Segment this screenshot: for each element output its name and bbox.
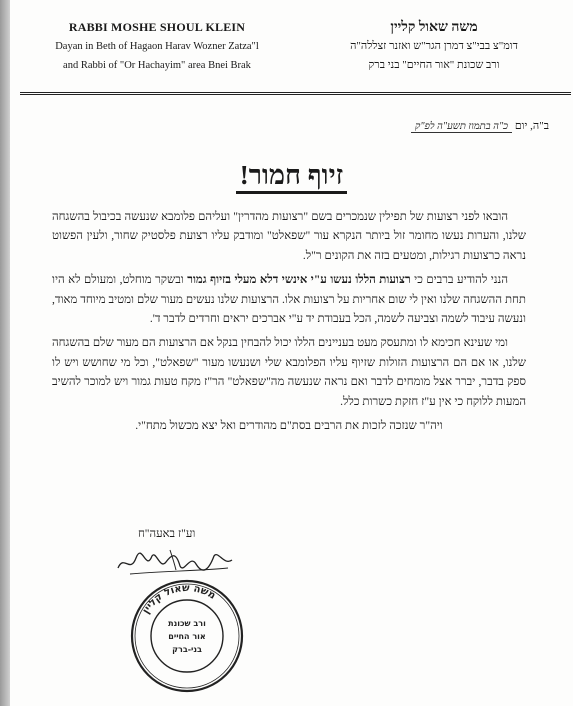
english-title-line-2: and Rabbi of "Or Hachayim" area Bnei Brak — [63, 60, 251, 71]
date-value: כ"ה בתמוז תשע"ה לפ"ק — [411, 121, 512, 133]
english-title-line-1: Dayan in Beth of Hagaon Harav Wozner Zatza"l — [55, 41, 259, 52]
date-line — [411, 120, 549, 132]
paragraph-1: הובאו לפני רצועות של תפילין שנמכרים בשם "רצועות מהדרין" ועליהם פלומבא שנעשה בכיבול בהשגחה שלנו, והערות נעשו מחומר זול ביותר הנקרא עור "שפאלט" ומודבק עליו רצועת פלסטיק שחור, ולעין הפשוט נראה כרצועות רגילות, ומטעים בזה את הקונים ר"ל. — [52, 210, 526, 262]
rabbinical-stamp — [129, 578, 245, 694]
hebrew-title-line-2: ורב שכונת "אור החיים" בני ברק — [368, 59, 500, 71]
paragraph-2-intro: הנני להודיע ברבים כי — [414, 273, 508, 287]
hebrew-title-line-1: דומ"צ בבי"צ דמרן הגר"ש ואזנר זצללה"ה — [350, 40, 518, 52]
hebrew-rabbi-name: משה שאול קליין — [390, 20, 478, 35]
letterhead-divider — [20, 92, 571, 95]
closing-line: ויה"ר שנזכה לזכות את הרבים בסת"ם מהודרים ואל יצא מכשול מתח"י. — [135, 419, 443, 433]
svg-text:משה שאול קליין — [141, 583, 218, 616]
signature-scribble-icon — [110, 544, 240, 580]
paragraph-2 — [52, 270, 526, 328]
stamp-inner-line-2: אור החיים — [168, 632, 206, 641]
letter-page — [10, 0, 573, 706]
paragraph-3: ומי שעינא חכימא לו ומתעסק מעט בעניינים הללו יכול להבחין בנקל אם הרצועות הם מעור שלם בהשגחה שלנו, או אם הם הרצועות הזולות שזיוף עליו הפלומבא שלי ושנעשו מעור "שפאלט", וכל מי שחושש ויש לו ספק בדבר, יברר אצל מומחים לדבר ואם נראה שנעשה מה"שפאלט" הר"ז מקח טעות גמור ויש למוכר להשיב המעות ללוקח כי אין ע"ז חזקת כשרות כלל. — [52, 336, 526, 408]
letter-body — [52, 207, 526, 440]
scan-edge-shadow — [0, 0, 10, 706]
handwritten-signature — [110, 544, 240, 580]
stamp-inner-line-3: בני-ברק — [172, 645, 202, 654]
date-prefix: ב"ה, יום — [514, 120, 549, 132]
title-text: זיוף חמור! — [236, 160, 347, 194]
signature-intro: וע"ז באעה"ח — [138, 528, 196, 540]
letterhead — [22, 18, 569, 92]
english-rabbi-name: RABBI MOSHE SHOUL KLEIN — [68, 20, 246, 34]
letterhead-hebrew — [299, 18, 569, 75]
letterhead-english — [22, 18, 292, 75]
page-title — [10, 160, 573, 191]
paragraph-2-bold: רצועות הללו נעשו ע"י אינשי דלא מעלי בזיוף גמור — [187, 273, 411, 287]
stamp-inner-line-1: ורב שכונת — [168, 619, 206, 628]
stamp-ring-text: משה שאול קליין — [140, 582, 218, 616]
stamp-seal-icon — [129, 578, 245, 694]
paragraph-2-rest: ובשקר מוחלט, ומעולם לא היו תחת ההשגחה שלנו ואין לי שום אחריות על רצועות אלו. הרצועות שלנו נעשים מעור שלם ומטיב מיוחד מאוד, ונעשה עיבוד לשמה וצביעה לשמה, הכל בעבודת יד ע"י אברכים יראים וחרדים לדבר ד'. — [52, 273, 526, 326]
